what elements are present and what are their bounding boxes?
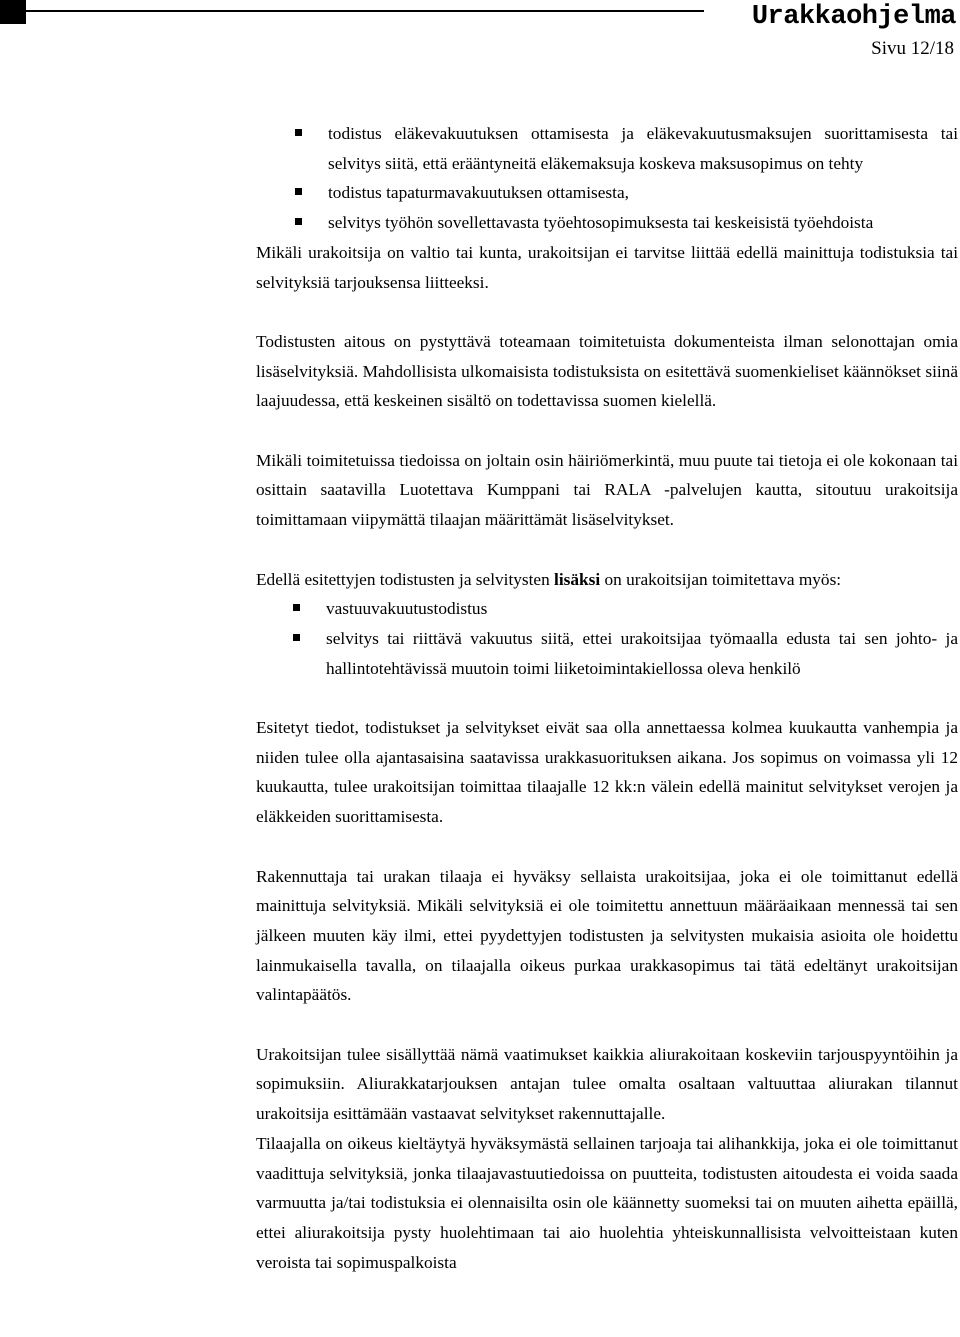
paragraph-rejection: Rakennuttaja tai urakan tilaaja ei hyväksy sellaista urakoitsijaa, joka ei ole toimittanut edellä mainittuja selvityksiä. Mikäli selvityksiä ei ole toimitettu annettuun määräaikaan mennessä tai sen jälkeen muuten käy ilmi, ettei pyydettyjen todistusten ja selvitysten mukaisia asioita ole hoidettu lainmukaisella tavalla, on tilaajalla oikeus purkaa urakkasopimus tai tätä edeltänyt urakoitsijan valintapäätös. bbox=[256, 866, 958, 1005]
list-item: vastuuvakuutustodistus bbox=[256, 594, 958, 624]
list-item: selvitys työhön sovellettavasta työehtosopimuksesta tai keskeisistä työehdoista bbox=[258, 208, 958, 238]
paragraph-authenticity: Todistusten aitous on pystyttävä toteamaan toimitetuista dokumenteista ilman selonottajan omia lisäselvityksiä. Mahdollisista ulkomaisista todistuksista on esitettävä suomenkieliset käännökset siinä laajuudessa, että keskeinen sisältö on todettavissa suomen kielellä. bbox=[256, 331, 958, 411]
document-title: Urakkaohjelma bbox=[751, 2, 956, 32]
paragraph-subcontracts: Urakoitsijan tulee sisällyttää nämä vaatimukset kaikkia aliurakoitaan koskeviin tarjouspyyntöihin ja sopimuksiin. Aliurakkatarjouksen antajan tulee omalta osaltaan valtuuttaa aliurakan tilannut urakoitsija esittämään vastaavat selvitykset rakennuttajalle. bbox=[256, 1044, 958, 1124]
additional-docs-list bbox=[256, 594, 958, 683]
requirements-list bbox=[258, 119, 958, 238]
paragraph-state-exception: Mikäli urakoitsija on valtio tai kunta, urakoitsijan ei tarvitse liittää edellä mainittuja todistuksia tai selvityksiä tarjouksensa liitteeksi. bbox=[256, 242, 958, 292]
paragraph-missing-info: Mikäli toimitetuissa tiedoissa on joltain osin häiriömerkintä, muu puute tai tietoja ei ole kokonaan tai osittain saatavilla Luotettava Kumppani tai RALA -palvelujen kautta, sitoutuu urakoitsija toimittamaan viipymättä tilaajan määrittämät lisäselvitykset. bbox=[256, 450, 958, 530]
list-item: selvitys tai riittävä vakuutus siitä, ettei urakoitsijaa työmaalla edusta tai sen johto- ja hallintotehtävissä muutoin toimi liiketoimintakiellossa oleva henkilö bbox=[256, 624, 958, 683]
list-item: todistus eläkevakuutuksen ottamisesta ja eläkevakuutusmaksujen suorittamisesta tai selvitys siitä, että erääntyneitä eläkemaksuja koskeva maksusopimus on tehty bbox=[258, 119, 958, 178]
page-number: Sivu 12/18 bbox=[871, 38, 954, 59]
paragraph-validity: Esitetyt tiedot, todistukset ja selvitykset eivät saa olla annettaessa kolmea kuukautta vanhempia ja niiden tulee olla ajantasaisina saatavissa urakkasuorituksen aikana. Jos sopimus on voimassa yli 12 kuukautta, tulee urakoitsijan toimittaa tilaajalle 12 kk:n välein edellä mainitut selvitykset verojen ja eläkkeiden suorittamisesta. bbox=[256, 718, 958, 827]
paragraph-refusal-right: Tilaajalla on oikeus kieltäytyä hyväksymästä sellainen tarjoaja tai alihankkija, joka ei ole toimittanut vaadittuja selvityksiä, jonka tilaajavastuutiedoissa on puutteita, todistusten aitoudesta ei voida saada varmuutta ja/tai todistuksia ei olennaisilta osin ole käännetty suomeksi tai on muuten aihetta epäillä, ettei aliurakoitsija pysty huolehtimaan tai aio huolehtia yhteiskunnallisista velvoitteistaan kuten veroista tai sopimuspalkoista bbox=[256, 1133, 958, 1272]
list-item: todistus tapaturmavakuutuksen ottamisesta, bbox=[258, 178, 958, 208]
paragraph-additional-docs: Edellä esitettyjen todistusten ja selvitysten lisäksi on urakoitsijan toimitettava myös: bbox=[256, 569, 842, 589]
emphasis-lisaksi: lisäksi bbox=[554, 569, 601, 589]
document-body bbox=[256, 119, 958, 1277]
header-rule bbox=[26, 10, 704, 12]
header-square-mark bbox=[0, 0, 26, 24]
